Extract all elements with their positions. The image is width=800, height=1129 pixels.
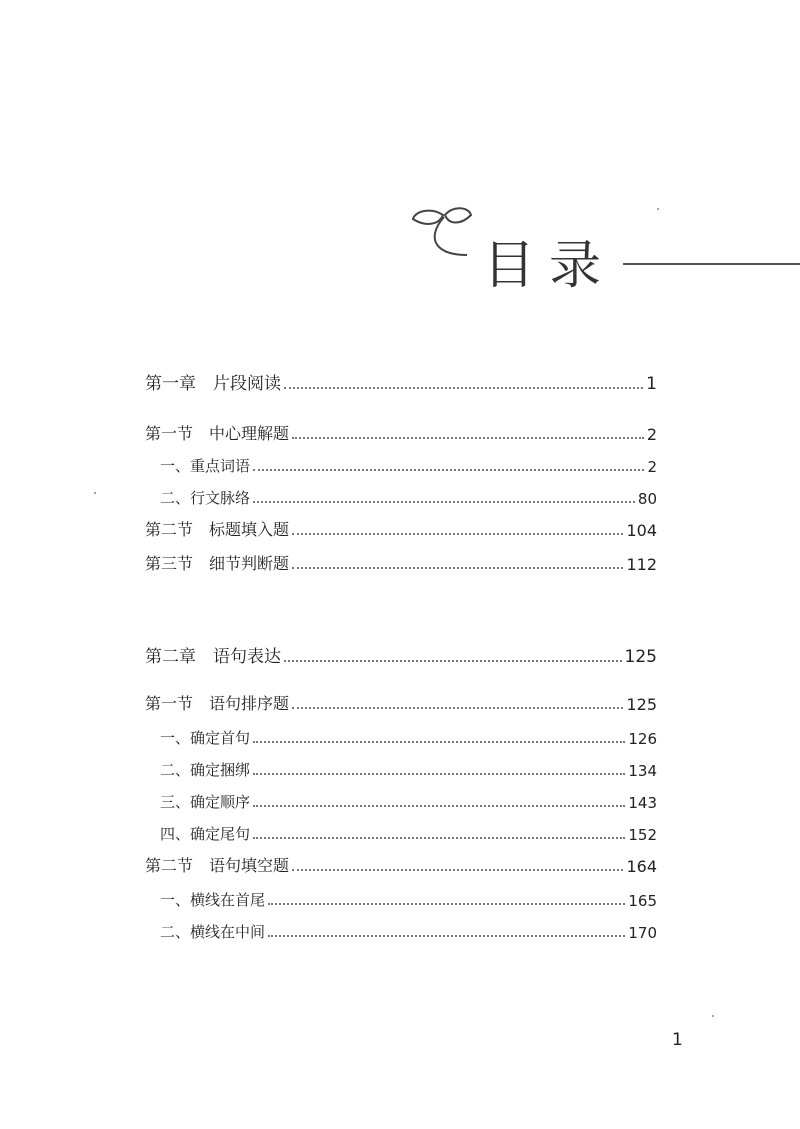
leader-dots bbox=[292, 869, 623, 871]
toc-entry-label: 一、横线在首尾 bbox=[160, 891, 266, 909]
leader-dots bbox=[253, 469, 644, 471]
toc-entry[interactable] bbox=[145, 552, 657, 574]
toc-entry[interactable] bbox=[160, 888, 657, 910]
toc-entry-label: 三、确定顺序 bbox=[160, 793, 251, 811]
toc-entry-label: 二、行文脉络 bbox=[160, 489, 251, 507]
leader-dots bbox=[253, 805, 625, 807]
toc-entry[interactable] bbox=[145, 518, 657, 540]
toc-entry[interactable] bbox=[145, 854, 657, 876]
leader-dots bbox=[253, 773, 625, 775]
leader-dots bbox=[284, 660, 622, 662]
leader-dots bbox=[253, 501, 635, 503]
toc-entry[interactable] bbox=[145, 372, 657, 394]
scan-speck bbox=[94, 492, 96, 494]
leader-dots bbox=[292, 533, 623, 535]
leader-dots bbox=[292, 707, 623, 709]
toc-entry-page: 134 bbox=[628, 762, 657, 780]
toc-entry-page: 126 bbox=[628, 730, 657, 748]
toc-entry[interactable] bbox=[145, 422, 657, 444]
leader-dots bbox=[253, 741, 625, 743]
toc-entry-label: 第二章 语句表达 bbox=[145, 647, 281, 667]
leader-dots bbox=[292, 567, 623, 569]
scan-speck bbox=[657, 208, 659, 210]
page-number: 1 bbox=[672, 1030, 683, 1050]
toc-entry[interactable] bbox=[160, 758, 657, 780]
toc-entry-label: 一、重点词语 bbox=[160, 457, 251, 475]
toc-entry-page: 143 bbox=[628, 794, 657, 812]
toc-entry-page: 125 bbox=[626, 695, 657, 714]
toc-entry-page: 80 bbox=[637, 490, 657, 508]
toc-entry-label: 四、确定尾句 bbox=[160, 825, 251, 843]
toc-entry-label: 第三节 细节判断题 bbox=[145, 554, 290, 573]
toc-entry-page: 2 bbox=[646, 425, 657, 444]
toc-entry-page: 104 bbox=[626, 521, 657, 540]
toc-entry-label: 第一节 中心理解题 bbox=[145, 424, 290, 443]
toc-entry-page: 170 bbox=[628, 924, 657, 942]
scan-speck bbox=[712, 1015, 714, 1017]
toc-entry-label: 第二节 语句填空题 bbox=[145, 856, 290, 875]
leader-dots bbox=[268, 903, 625, 905]
toc-entry-label: 第一节 语句排序题 bbox=[145, 694, 290, 713]
leader-dots bbox=[253, 837, 625, 839]
toc-entry-label: 第二节 标题填入题 bbox=[145, 520, 290, 539]
page-title: 目录 bbox=[483, 236, 616, 296]
toc-entry[interactable] bbox=[160, 920, 657, 942]
toc-entry-label: 一、确定首句 bbox=[160, 729, 251, 747]
leader-dots bbox=[284, 387, 643, 389]
leader-dots bbox=[268, 935, 625, 937]
toc-entry[interactable] bbox=[145, 692, 657, 714]
toc-entry-label: 第一章 片段阅读 bbox=[145, 374, 281, 394]
toc-entry-label: 二、横线在中间 bbox=[160, 923, 266, 941]
toc-entry[interactable] bbox=[160, 790, 657, 812]
toc-entry-page: 2 bbox=[647, 458, 657, 476]
toc-entry[interactable] bbox=[145, 645, 657, 667]
toc-entry-page: 164 bbox=[626, 857, 657, 876]
toc-entry[interactable] bbox=[160, 822, 657, 844]
toc-entry-page: 165 bbox=[628, 892, 657, 910]
toc-entry-page: 1 bbox=[646, 374, 657, 394]
toc-entry[interactable] bbox=[160, 454, 657, 476]
toc-entry-label: 二、确定捆绑 bbox=[160, 761, 251, 779]
toc-entry-page: 112 bbox=[626, 555, 657, 574]
leader-dots bbox=[292, 437, 644, 439]
toc-entry[interactable] bbox=[160, 726, 657, 748]
toc-entry[interactable] bbox=[160, 486, 657, 508]
toc-entry-page: 125 bbox=[624, 647, 657, 667]
toc-entry-page: 152 bbox=[628, 826, 657, 844]
